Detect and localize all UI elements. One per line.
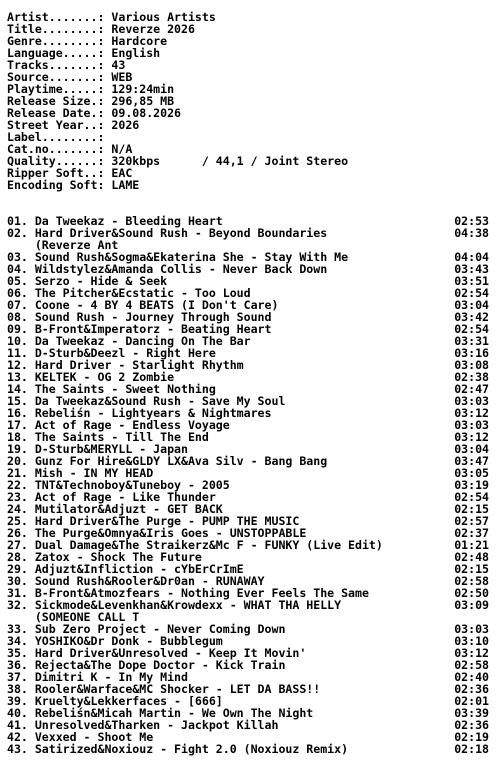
track-title: 38. Rooler&Warface&MC Shocker - LET DA BASS!! [7, 682, 321, 696]
info-label: Encoding Soft: [7, 178, 112, 192]
track-duration: 02:54 [454, 490, 489, 504]
track-row [7, 743, 489, 755]
track-title: 40. Rebeliśn&Micah Martin - We Own The Night [7, 706, 314, 720]
track-duration: 02:36 [454, 718, 489, 732]
track-duration: 03:47 [454, 454, 489, 468]
info-value: Various Artists [111, 10, 216, 24]
track-duration: 01:21 [454, 538, 489, 552]
track-duration: 02:54 [454, 286, 489, 300]
track-title: 05. Serzo - Hide & Seek [7, 274, 168, 288]
release-info [7, 11, 348, 191]
info-value: English [111, 46, 161, 60]
info-value: 129:24min [111, 82, 175, 96]
tracklist [7, 215, 489, 755]
track-title: 37. Dimitri K - In My Mind [7, 670, 188, 684]
info-label: Language.....: [7, 46, 112, 60]
track-title: 01. Da Tweekaz - Bleeding Heart [7, 214, 223, 228]
track-title: 19. D-Sturb&MERYLL - Japan [7, 442, 188, 456]
track-duration: 03:12 [454, 406, 489, 420]
track-duration: 03:04 [454, 442, 489, 456]
track-title: 16. Rebeliśn - Lightyears & Nightmares [7, 406, 272, 420]
info-label: Release Size.: [7, 94, 112, 108]
info-value: EAC [111, 166, 133, 180]
track-title: 36. Rejecta&The Dope Doctor - Kick Train [7, 658, 286, 672]
track-row [7, 227, 489, 239]
info-value: WEB [111, 70, 133, 84]
info-label: Tracks.......: [7, 58, 112, 72]
track-duration: 02:47 [454, 382, 489, 396]
track-duration: 03:04 [454, 298, 489, 312]
track-duration: 03:09 [454, 598, 489, 612]
info-label: Cat.no.......: [7, 142, 112, 156]
track-title: 34. YOSHIKO&Dr Donk - Bubblegum [7, 634, 223, 648]
track-duration: 02:15 [454, 502, 489, 516]
track-title: 02. Hard Driver&Sound Rush - Beyond Boundaries [7, 226, 328, 240]
info-value: 2026 [111, 118, 140, 132]
track-title: 21. Mish - IN MY HEAD [7, 466, 154, 480]
track-title: 07. Coone - 4 BY 4 BEATS (I Don't Care) [7, 298, 279, 312]
track-row [7, 599, 489, 611]
track-title: 29. Adjuzt&Infliction - cYbErCrImE [7, 562, 244, 576]
track-title: 27. Dual Damage&The Straikerz&Mc F - FUNKY (Live Edit) [7, 538, 383, 552]
track-title: 14. The Saints - Sweet Nothing [7, 382, 216, 396]
info-label: Ripper Soft..: [7, 166, 112, 180]
track-title: 43. Satirized&Noxiouz - Fight 2.0 (Noxiouz Remix) [7, 742, 349, 756]
info-label: Artist.......: [7, 10, 112, 24]
track-duration: 02:58 [454, 574, 489, 588]
track-title: 06. The Pitcher&Ecstatic - Too Loud [7, 286, 251, 300]
track-duration: 03:16 [454, 346, 489, 360]
track-duration: 03:10 [454, 634, 489, 648]
info-value: Reverze 2026 [111, 22, 195, 36]
track-title: 12. Hard Driver - Starlight Rhythm [7, 358, 244, 372]
track-duration: 03:12 [454, 430, 489, 444]
track-title: 03. Sound Rush&Sogma&Ekaterina She - Stay With Me [7, 250, 349, 264]
track-duration: 03:51 [454, 274, 489, 288]
track-duration: 02:57 [454, 514, 489, 528]
track-duration: 03:03 [454, 394, 489, 408]
info-value: LAME [111, 178, 140, 192]
track-title-continuation: (SOMEONE CALL T [7, 610, 140, 624]
track-title: 10. Da Tweekaz - Dancing On The Bar [7, 334, 251, 348]
track-title: 15. Da Tweekaz&Sound Rush - Save My Soul [7, 394, 286, 408]
track-title: 35. Hard Driver&Unresolved - Keep It Movin' [7, 646, 307, 660]
track-duration: 02:19 [454, 730, 489, 744]
track-duration: 02:40 [454, 670, 489, 684]
track-duration: 02:36 [454, 682, 489, 696]
track-title: 42. Vexxed - Shoot Me [7, 730, 154, 744]
track-title: 24. Mutilator&Adjuzt - GET BACK [7, 502, 223, 516]
track-duration: 03:03 [454, 622, 489, 636]
track-title: 22. TNT&Technoboy&Tuneboy - 2005 [7, 478, 230, 492]
track-title: 04. Wildstylez&Amanda Collis - Never Back Down [7, 262, 328, 276]
track-duration: 04:04 [454, 250, 489, 264]
track-title: 09. B-Front&Imperatorz - Beating Heart [7, 322, 272, 336]
track-duration: 03:43 [454, 262, 489, 276]
track-duration: 02:48 [454, 550, 489, 564]
track-title: 23. Act of Rage - Like Thunder [7, 490, 216, 504]
track-title: 33. Sub Zero Project - Never Coming Down [7, 622, 286, 636]
track-duration: 03:31 [454, 334, 489, 348]
info-label: Label........: [7, 130, 112, 144]
track-title: 41. Unresolved&Tharken - Jackpot Killah [7, 718, 279, 732]
info-label: Title........: [7, 22, 112, 36]
info-label: Quality......: [7, 154, 112, 168]
track-duration: 03:12 [454, 646, 489, 660]
track-duration: 04:38 [454, 226, 489, 240]
track-title: 31. B-Front&Atmozfears - Nothing Ever Feels The Same [7, 586, 369, 600]
track-duration: 02:54 [454, 322, 489, 336]
track-title: 30. Sound Rush&Rooler&Dr0an - RUNAWAY [7, 574, 265, 588]
track-title: 13. KELTEK - OG 2 Zombie [7, 370, 175, 384]
track-duration: 03:39 [454, 706, 489, 720]
info-value: 09.08.2026 [111, 106, 182, 120]
info-label: Playtime.....: [7, 82, 112, 96]
info-row [7, 179, 348, 191]
track-duration: 02:58 [454, 658, 489, 672]
track-duration: 03:42 [454, 310, 489, 324]
track-duration: 02:37 [454, 526, 489, 540]
track-title: 17. Act of Rage - Endless Voyage [7, 418, 230, 432]
track-duration: 02:53 [454, 214, 489, 228]
track-title: 26. The Purge&Omnya&Iris Goes - UNSTOPPABLE [7, 526, 307, 540]
track-title: 25. Hard Driver&The Purge - PUMP THE MUSIC [7, 514, 300, 528]
track-title: 32. Sickmode&Levenkhan&Krowdexx - WHAT THA HELLY [7, 598, 342, 612]
track-duration: 03:19 [454, 478, 489, 492]
info-label: Genre........: [7, 34, 112, 48]
track-duration: 03:03 [454, 418, 489, 432]
info-value: Hardcore [111, 34, 168, 48]
track-title: 11. D-Sturb&Deezl - Right Here [7, 346, 216, 360]
info-value: N/A [111, 142, 133, 156]
track-title: 18. The Saints - Till The End [7, 430, 209, 444]
track-title: 08. Sound Rush - Journey Through Sound [7, 310, 272, 324]
info-value: 320kbps / 44,1 / Joint Stereo [111, 154, 349, 168]
track-duration: 03:08 [454, 358, 489, 372]
info-label: Street Year..: [7, 118, 112, 132]
info-label: Release Date.: [7, 106, 112, 120]
info-value: 43 [111, 58, 126, 72]
info-label: Source.......: [7, 70, 112, 84]
track-duration: 03:05 [454, 466, 489, 480]
track-duration: 02:50 [454, 586, 489, 600]
track-duration: 02:01 [454, 694, 489, 708]
track-title: 28. Zatox - Shock The Future [7, 550, 202, 564]
track-title: 39. Kruelty&Lekkerfaces - [666] [7, 694, 223, 708]
track-title: 20. Gunz For Hire&GLDY LX&Ava Silv - Bang Bang [7, 454, 328, 468]
track-duration: 02:15 [454, 562, 489, 576]
track-duration: 02:18 [454, 742, 489, 756]
track-duration: 02:38 [454, 370, 489, 384]
track-title-continuation: (Reverze Ant [7, 238, 119, 252]
info-value: 296,85 MB [111, 94, 175, 108]
